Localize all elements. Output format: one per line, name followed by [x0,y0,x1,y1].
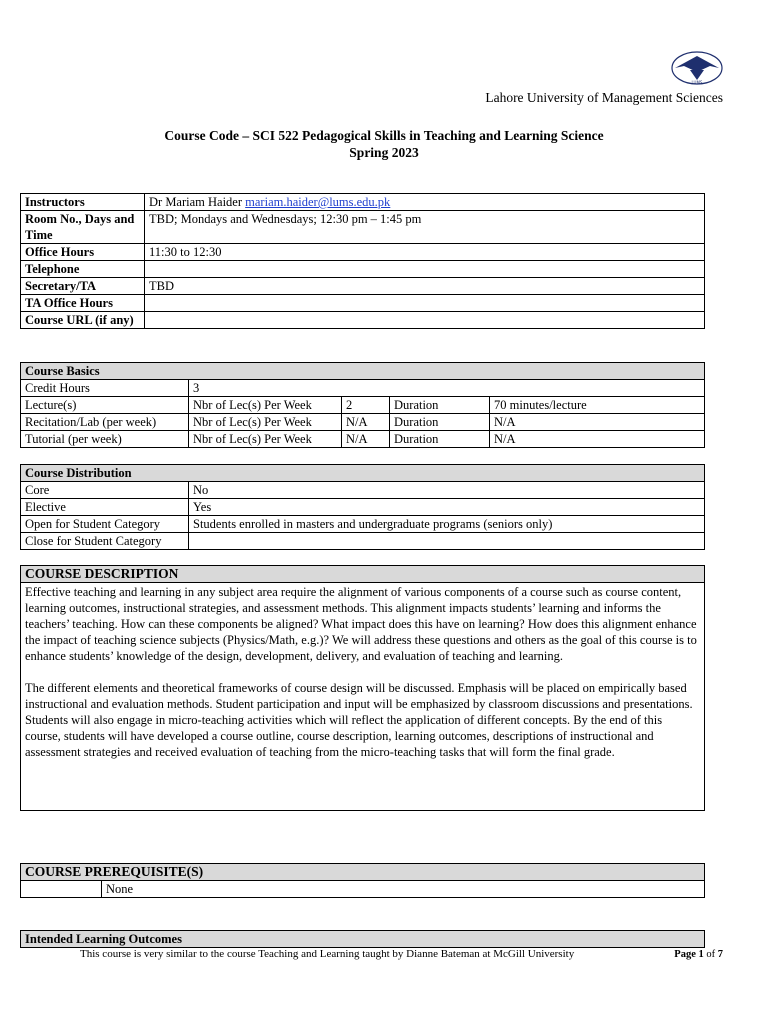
table-row [21,380,705,397]
lecture-nbr-value: 2 [342,397,390,414]
course-distribution-table [20,464,705,550]
elective-value: Yes [189,499,705,516]
course-term: Spring 2023 [349,145,419,160]
table-row [21,482,705,499]
recitation-nbr-value: N/A [342,414,390,431]
table-row [21,244,705,261]
open-category-value: Students enrolled in masters and undergraduate programs (seniors only) [189,516,705,533]
course-basics-heading: Course Basics [21,363,705,380]
table-row [21,465,705,482]
table-row [21,414,705,431]
table-row [21,931,705,948]
svg-text:LUMS: LUMS [691,80,703,85]
course-basics-table [20,362,705,448]
university-name: Lahore University of Management Sciences [485,90,723,105]
credit-hours-value: 3 [189,380,705,397]
close-category-label: Close for Student Category [21,533,189,550]
elective-label: Elective [21,499,189,516]
table-row [21,566,705,583]
core-value: No [189,482,705,499]
tutorial-duration-value: N/A [490,431,705,448]
tutorial-nbr-label: Nbr of Lec(s) Per Week [189,431,342,448]
instructors-value [145,194,705,211]
table-row [21,363,705,380]
instructors-label: Instructors [21,194,145,211]
course-title: Course Code – SCI 522 Pedagogical Skills in Teaching and Learning Science [164,128,604,143]
description-paragraph: Effective teaching and learning in any subject area require the alignment of various components of a course such as course content, learning outcomes, instructional strategies, and assessment methods. This alignment impacts students’ learning and informs the teachers’ teaching. How can these components be aligned? What impact does this have on learning? How does this alignment enhance the impact of teaching science subjects (Physics/Math, e.g.)? We will address these questions and others as the goal of this course is to enhance students’ knowledge of the design, development, delivery, and evaluation of teaching and learning. [25,585,697,663]
table-row [21,295,705,312]
telephone-value [145,261,705,278]
prerequisite-empty-cell [21,881,102,898]
lecture-duration-value: 70 minutes/lecture [490,397,705,414]
office-hours-label: Office Hours [21,244,145,261]
recitation-duration-value: N/A [490,414,705,431]
page-total: 7 [717,949,723,960]
course-description-table [20,565,705,811]
course-url-value [145,312,705,329]
tutorial-nbr-value: N/A [342,431,390,448]
ta-office-hours-value [145,295,705,312]
room-value: TBD; Mondays and Wednesdays; 12:30 pm – 1:45 pm [145,211,705,244]
ta-office-hours-label: TA Office Hours [21,295,145,312]
room-label: Room No., Days and Time [21,211,145,244]
open-category-label: Open for Student Category [21,516,189,533]
credit-hours-label: Credit Hours [21,380,189,397]
page-word: Page [674,949,699,960]
recitation-nbr-label: Nbr of Lec(s) Per Week [189,414,342,431]
instructor-name: Dr Mariam Haider [149,195,246,209]
secretary-label: Secretary/TA [21,278,145,295]
course-title-block [0,127,768,161]
recitation-duration-label: Duration [390,414,490,431]
table-row [21,516,705,533]
table-row [21,211,705,244]
page-of: of [703,949,718,960]
table-row [21,881,705,898]
table-row [21,499,705,516]
table-row [21,864,705,881]
close-category-value [189,533,705,550]
course-distribution-heading: Course Distribution [21,465,705,482]
table-row [21,583,705,811]
prerequisite-value: None [102,881,705,898]
core-label: Core [21,482,189,499]
lecture-duration-label: Duration [390,397,490,414]
learning-outcomes-heading: Intended Learning Outcomes [21,931,705,948]
course-url-label: Course URL (if any) [21,312,145,329]
tutorial-duration-label: Duration [390,431,490,448]
page-number [674,949,723,960]
course-description-heading: COURSE DESCRIPTION [21,566,705,583]
secretary-value: TBD [145,278,705,295]
description-paragraph: The different elements and theoretical frameworks of course design will be discussed. Emphasis will be placed on empirically based instructional and evaluation methods. Student participation and input will be emphasized by classroom discussions and presentations. Students will also engage in micro-teaching activities which will reflect the application of different concepts. By the end of this course, students will have developed a course outline, course description, learning outcomes, descriptions of instructional and assessment strategies and received evaluation of teaching from the micro-teaching tasks that will form the final grade. [25,681,693,759]
recitation-label: Recitation/Lab (per week) [21,414,189,431]
table-row [21,194,705,211]
table-row [21,397,705,414]
lecture-label: Lecture(s) [21,397,189,414]
lums-eagle-logo-icon [670,48,724,86]
table-row [21,431,705,448]
footer-note: This course is very similar to the course Teaching and Learning taught by Dianne Bateman at McGill University [80,948,575,960]
table-row [21,533,705,550]
telephone-label: Telephone [21,261,145,278]
table-row [21,261,705,278]
course-prerequisite-table [20,863,705,898]
tutorial-label: Tutorial (per week) [21,431,189,448]
learning-outcomes-table [20,930,705,948]
course-info-table [20,193,705,329]
page-current: 1 [698,949,704,960]
office-hours-value: 11:30 to 12:30 [145,244,705,261]
prerequisite-heading: COURSE PREREQUISITE(S) [21,864,705,881]
lecture-nbr-label: Nbr of Lec(s) Per Week [189,397,342,414]
course-description-body [21,583,705,811]
instructor-email-link[interactable]: mariam.haider@lums.edu.pk [245,195,391,209]
table-row [21,278,705,295]
table-row [21,312,705,329]
